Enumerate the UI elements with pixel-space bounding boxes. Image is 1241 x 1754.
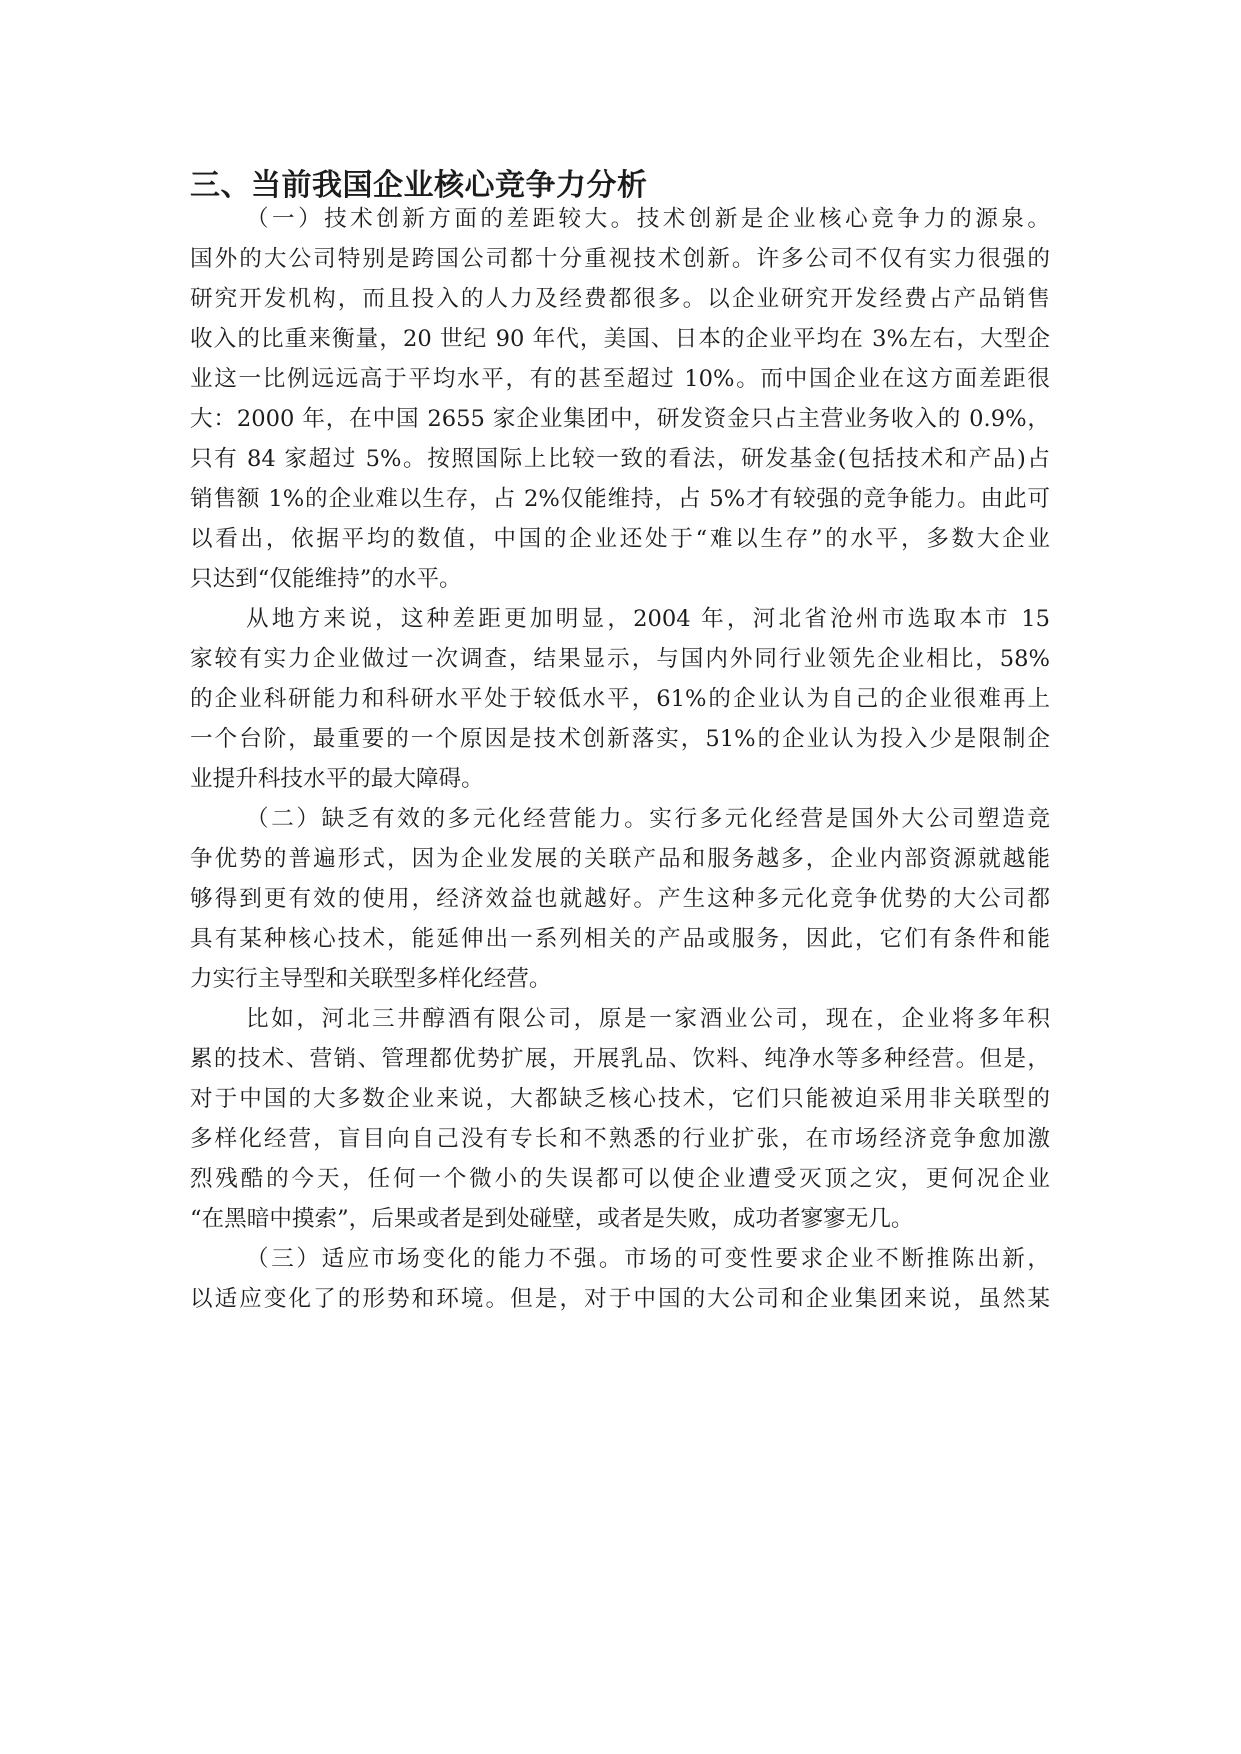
text-line: （二）缺乏有效的多元化经营能力。实行多元化经营是国外大公司塑造竞 (246, 806, 1050, 832)
section-heading: 三、当前我国企业核心竞争力分析 (190, 168, 648, 203)
text-line: （三）适应市场变化的能力不强。市场的可变性要求企业不断推陈出新， (246, 1246, 1050, 1272)
text-line: 烈残酷的今天，任何一个微小的失误都可以使企业遭受灭顶之灾，更何况企业 (190, 1166, 1050, 1192)
text-line: （一）技术创新方面的差距较大。技术创新是企业核心竞争力的源泉。 (246, 206, 1050, 232)
text-line: 多样化经营，盲目向自己没有专长和不熟悉的行业扩张，在市场经济竞争愈加激 (190, 1126, 1050, 1152)
text-line: 的企业科研能力和科研水平处于较低水平，61%的企业认为自己的企业很难再上 (190, 686, 1050, 712)
text-line: 只有 84 家超过 5%。按照国际上比较一致的看法，研发基金(包括技术和产品)占 (190, 446, 1050, 472)
text-line: 业这一比例远远高于平均水平，有的甚至超过 10%。而中国企业在这方面差距很 (190, 366, 1050, 392)
text-line: 从地方来说，这种差距更加明显，2004 年，河北省沧州市选取本市 15 (246, 606, 1050, 632)
text-line: 收入的比重来衡量，20 世纪 90 年代，美国、日本的企业平均在 3%左右，大型企 (190, 326, 1050, 352)
text-line: 业提升科技水平的最大障碍。 (190, 766, 484, 792)
text-line: 销售额 1%的企业难以生存，占 2%仅能维持，占 5%才有较强的竞争能力。由此可 (190, 486, 1050, 512)
text-line: 具有某种核心技术，能延伸出一系列相关的产品或服务，因此，它们有条件和能 (190, 926, 1050, 952)
text-line: 累的技术、营销、管理都优势扩展，开展乳品、饮料、纯净水等多种经营。但是， (190, 1046, 1050, 1072)
text-line: “在黑暗中摸索”，后果或者是到处碰壁，或者是失败，成功者寥寥无几。 (190, 1206, 914, 1232)
text-line: 研究开发机构，而且投入的人力及经费都很多。以企业研究开发经费占产品销售 (190, 286, 1050, 312)
text-line: 以适应变化了的形势和环境。但是，对于中国的大公司和企业集团来说，虽然某 (190, 1286, 1050, 1312)
text-line: 比如，河北三井醇酒有限公司，原是一家酒业公司，现在，企业将多年积 (246, 1006, 1050, 1032)
text-line: 力实行主导型和关联型多样化经营。 (190, 966, 552, 992)
text-line: 家较有实力企业做过一次调查，结果显示，与国内外同行业领先企业相比，58% (190, 646, 1050, 672)
text-line: 对于中国的大多数企业来说，大都缺乏核心技术，它们只能被迫采用非关联型的 (190, 1086, 1050, 1112)
text-line: 大：2000 年，在中国 2655 家企业集团中，研发资金只占主营业务收入的 0.9%， (190, 406, 1050, 432)
text-line: 以看出，依据平均的数值，中国的企业还处于“难以生存”的水平，多数大企业 (190, 526, 1050, 552)
text-line: 国外的大公司特别是跨国公司都十分重视技术创新。许多公司不仅有实力很强的 (190, 246, 1050, 272)
text-line: 争优势的普遍形式，因为企业发展的关联产品和服务越多，企业内部资源就越能 (190, 846, 1050, 872)
text-line: 只达到“仅能维持”的水平。 (190, 566, 462, 592)
text-line: 一个台阶，最重要的一个原因是技术创新落实，51%的企业认为投入少是限制企 (190, 726, 1050, 752)
text-line: 够得到更有效的使用，经济效益也就越好。产生这种多元化竞争优势的大公司都 (190, 886, 1050, 912)
